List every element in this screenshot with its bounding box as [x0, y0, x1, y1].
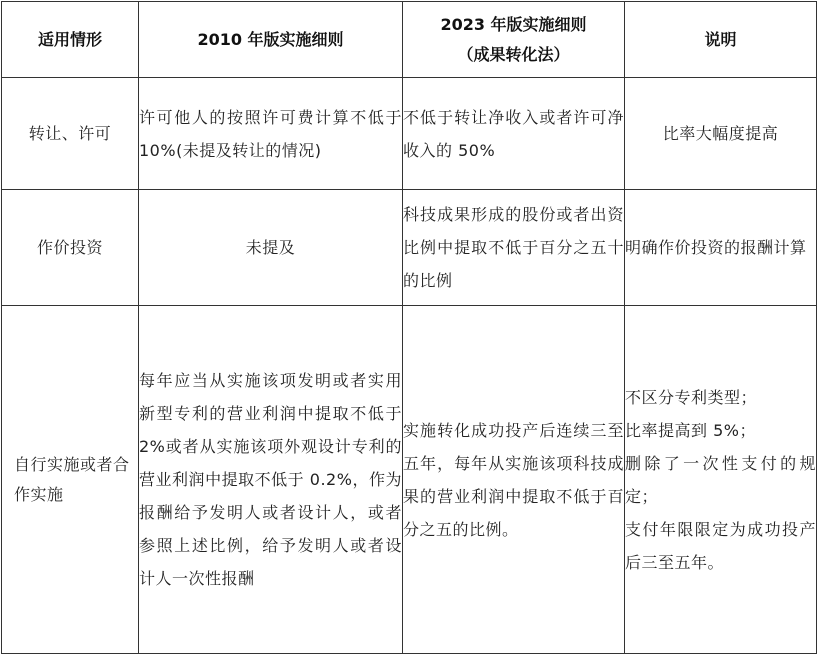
table-row — [2, 78, 817, 190]
cell-note — [625, 306, 817, 654]
header-2023-title: 2023 年版实施细则 — [440, 14, 587, 34]
cell-2010: 未提及 — [139, 190, 403, 306]
cell-note: 明确作价投资的报酬计算 — [625, 190, 817, 306]
note-line: 支付年限限定为成功投产后三至五年。 — [625, 519, 816, 572]
note-line: 不区分专利类型； — [625, 387, 758, 407]
cell-note: 比率大幅度提高 — [625, 78, 817, 190]
note-line: 删除了一次性支付的规定； — [625, 453, 816, 506]
cell-2023: 不低于转让净收入或者许可净收入的 50% — [403, 78, 625, 190]
header-note: 说明 — [625, 2, 817, 78]
table-row — [2, 190, 817, 306]
cell-scenario: 作价投资 — [2, 190, 139, 306]
cell-scenario: 转让、许可 — [2, 78, 139, 190]
cell-2010: 许可他人的按照许可费计算不低于 10%(未提及转让的情况) — [139, 78, 403, 190]
cell-scenario: 自行实施或者合作实施 — [2, 306, 139, 654]
cell-2023: 实施转化成功投产后连续三至五年，每年从实施该项科技成果的营业利润中提取不低于百分之五的比例。 — [403, 306, 625, 654]
table-row — [2, 306, 817, 654]
cell-2023: 科技成果形成的股份或者出资比例中提取不低于百分之五十的比例 — [403, 190, 625, 306]
header-scenario: 适用情形 — [2, 2, 139, 78]
cell-2010: 每年应当从实施该项发明或者实用新型专利的营业利润中提取不低于 2%或者从实施该项外观设计专利的营业利润中提取不低于 0.2%，作为报酬给予发明人或者设计人，或者参照上述比例，给予发明人或者设计人一次性报酬 — [139, 306, 403, 654]
comparison-table — [1, 1, 817, 654]
note-line: 比率提高到 5%； — [625, 420, 756, 440]
table-header-row — [2, 2, 817, 78]
header-2023 — [403, 2, 625, 78]
header-2023-subtitle: （成果转化法） — [457, 44, 570, 64]
header-2010: 2010 年版实施细则 — [139, 2, 403, 78]
